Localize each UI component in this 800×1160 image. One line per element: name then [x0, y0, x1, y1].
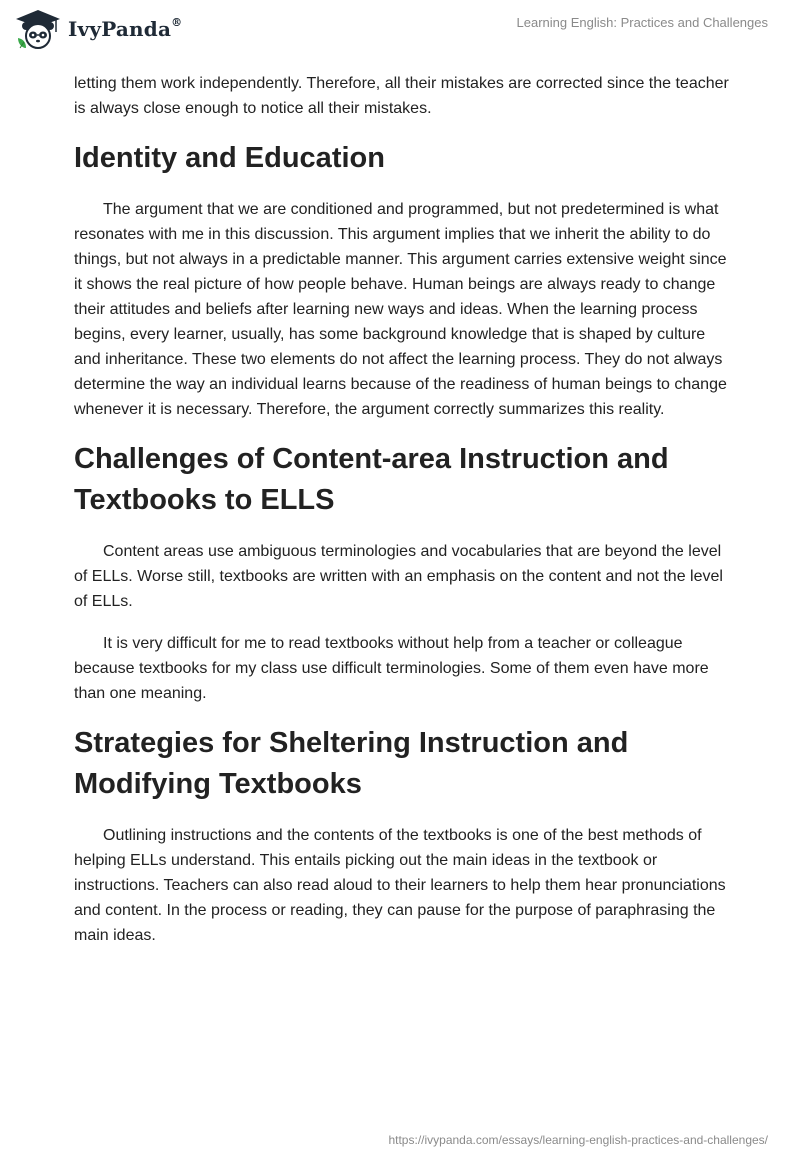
page-header: [0, 0, 800, 60]
paragraph: Content areas use ambiguous terminologies and vocabularies that are beyond the level of ELLs. Worse still, textbooks are written with an emphasis on the content and not the level of ELLs.: [74, 543, 723, 610]
logo-text: IvyPanda: [68, 17, 172, 41]
ivypanda-logo[interactable]: [14, 8, 182, 50]
logo-wordmark: [68, 17, 182, 41]
paragraph: The argument that we are conditioned and programmed, but not predetermined is what resonates with me in this discussion. This argument implies that we inherit the ability to do things, but not always in a predictable manner. This argument carries extensive weight since it shows the real picture of how people behave. Human beings are always ready to change their attitudes and beliefs after learning new ways and ideas. When the learning process begins, every learner, usually, has some background knowledge that is shaped by culture and inheritance. These two elements do not affect the learning process. They do not always determine the way an individual learns because of the readiness of human beings to change whenever it is necessary. Therefore, the argument correctly summarizes this reality.: [74, 201, 727, 418]
paragraph: It is very difficult for me to read textbooks without help from a teacher or colleague because textbooks for my class use difficult terminologies. Some of them even have more than one meaning.: [74, 635, 709, 702]
paragraph: Outlining instructions and the contents of the textbooks is one of the best methods of helping ELLs understand. This entails picking out the main ideas in the textbook or instructions. Teachers can also read aloud to their learners to help them hear pronunciations and content. In the process or reading, they can pause for the purpose of paraphrasing the main ideas.: [74, 827, 726, 944]
registered-mark: ®: [171, 16, 183, 30]
section-heading-identity-education: Identity and Education: [74, 142, 385, 174]
source-url[interactable]: https://ivypanda.com/essays/learning-english-practices-and-challenges/: [388, 1133, 768, 1147]
document-title: Learning English: Practices and Challenges: [516, 15, 768, 30]
essay-content: [74, 71, 734, 965]
section-heading-challenges: Challenges of Content-area Instruction and Textbooks to ELLS: [74, 443, 669, 516]
intro-paragraph: letting them work independently. Therefore, all their mistakes are corrected since the teacher is always close enough to notice all their mistakes.: [74, 75, 729, 117]
panda-graduate-icon: [14, 8, 62, 50]
section-heading-strategies: Strategies for Sheltering Instruction and Modifying Textbooks: [74, 727, 629, 800]
